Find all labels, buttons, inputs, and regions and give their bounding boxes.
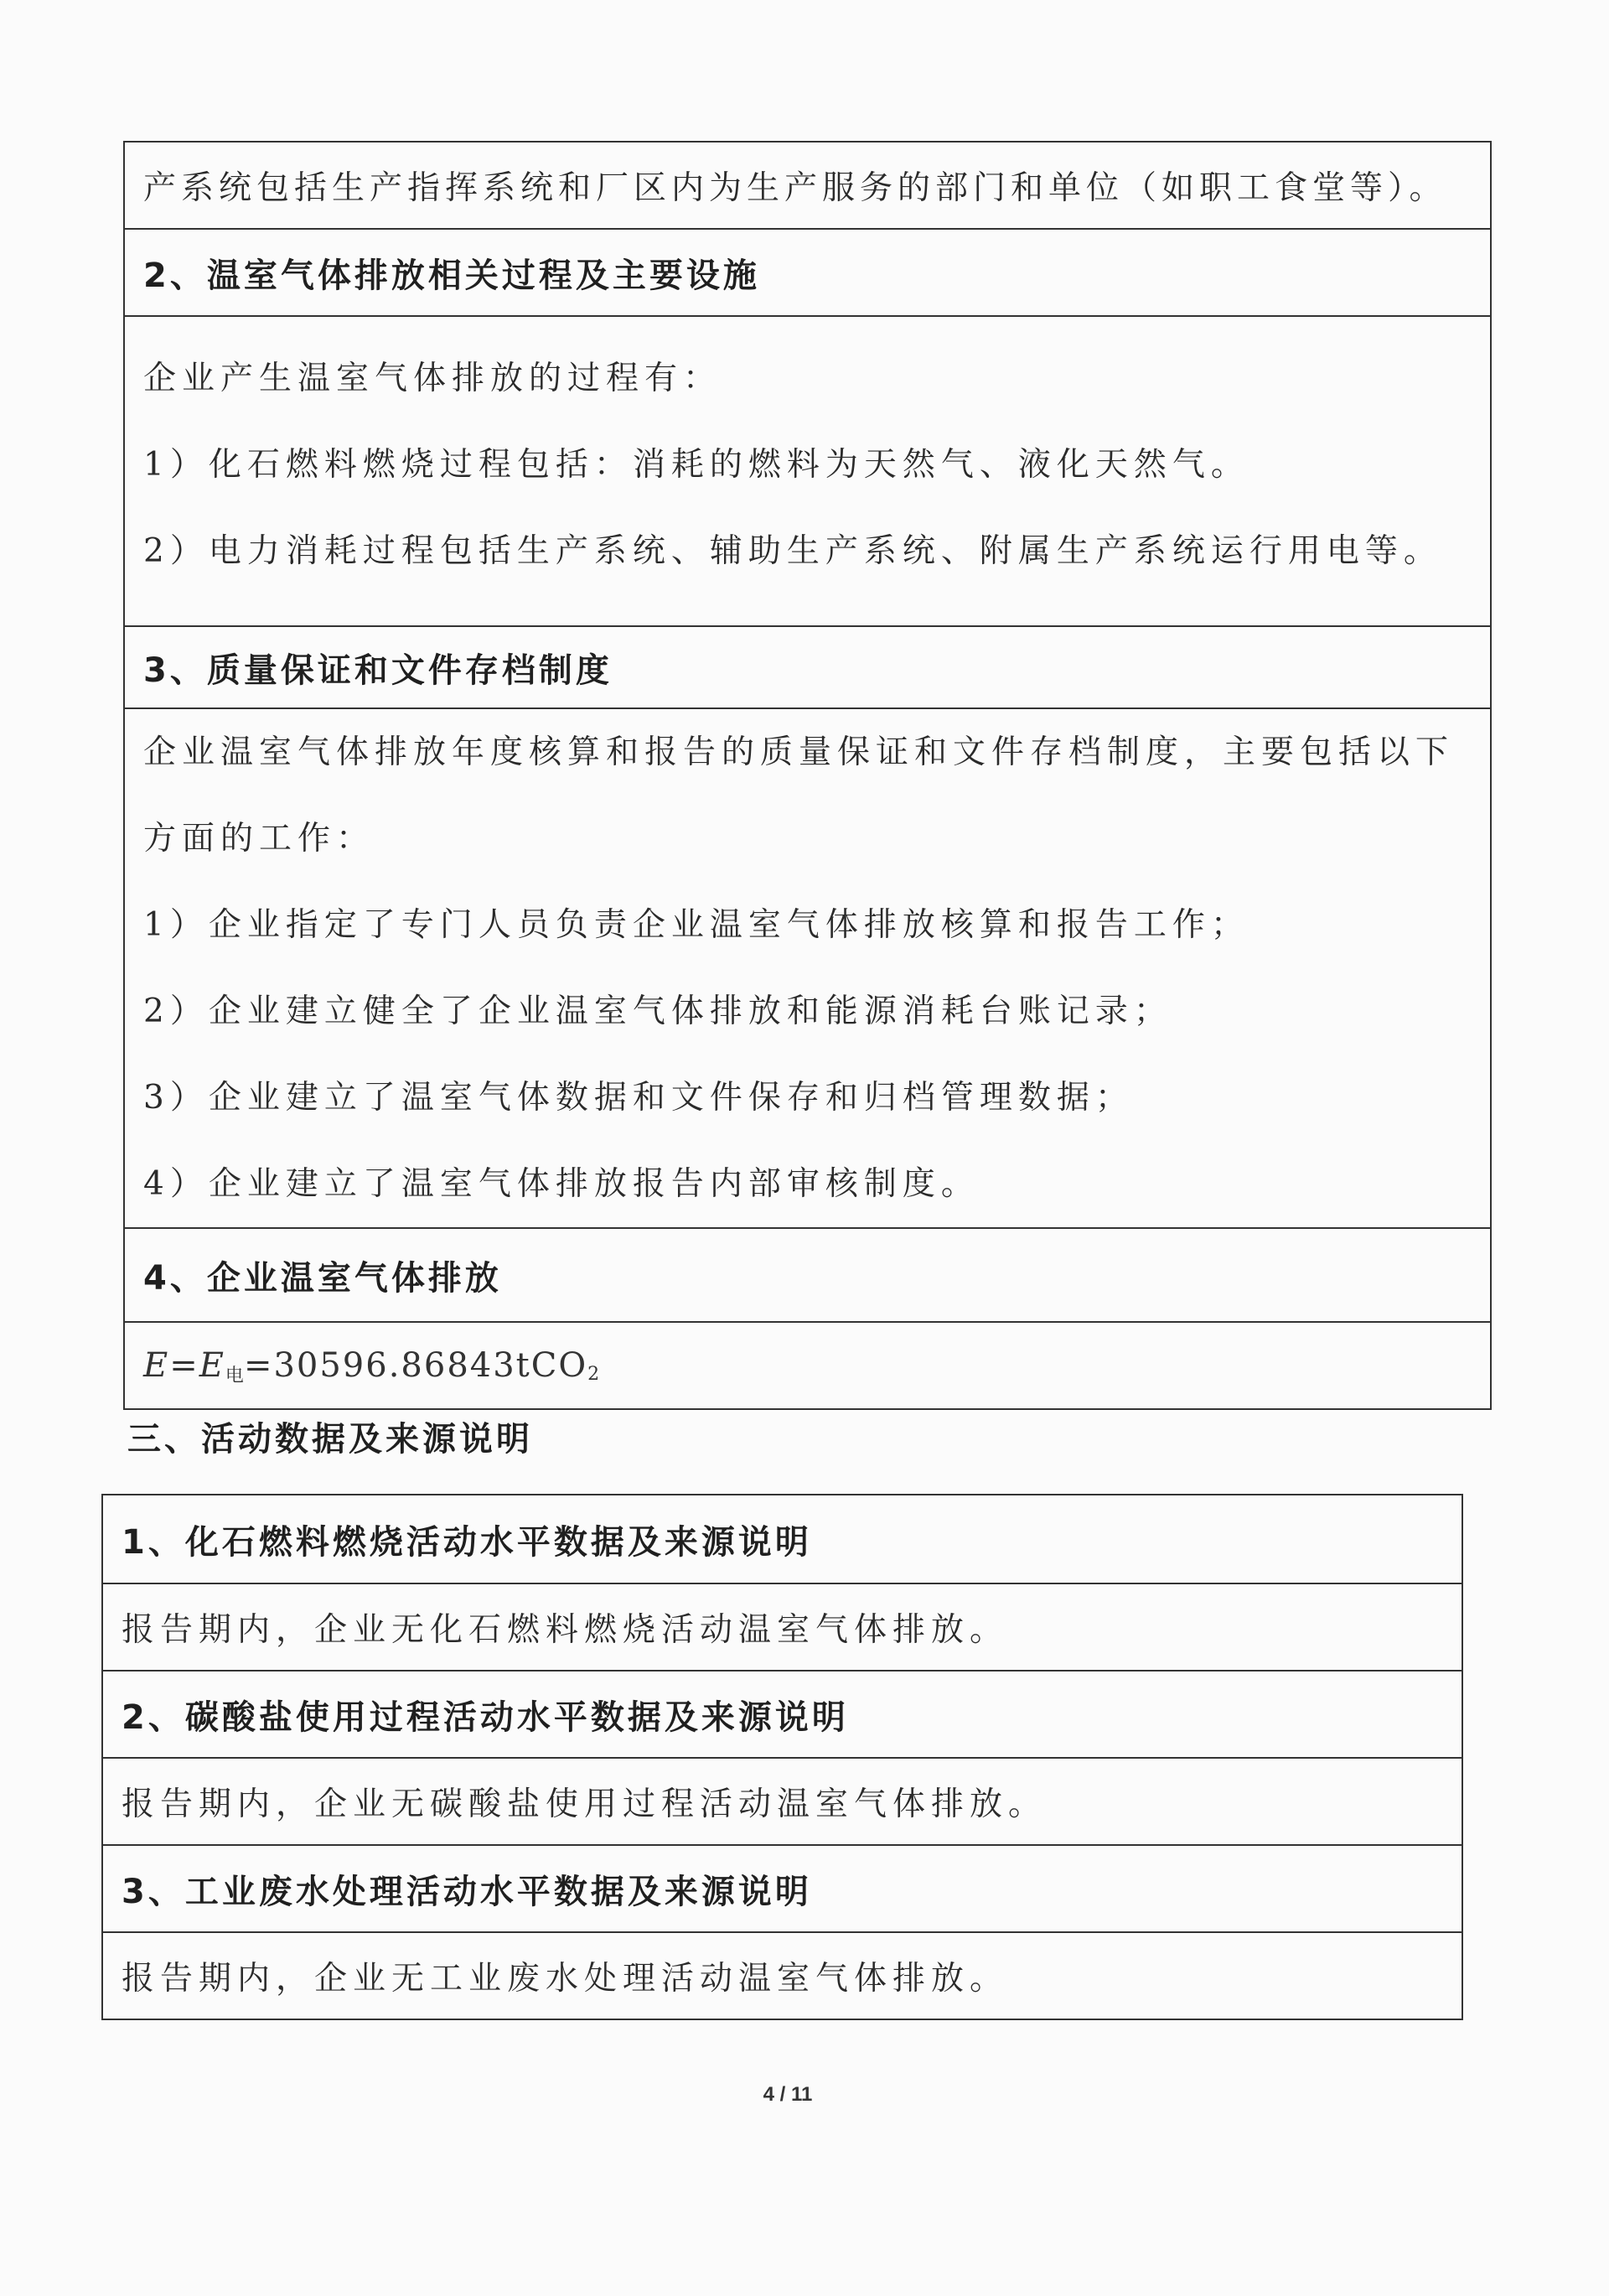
activity-2-content-text: 报告期内，企业无碳酸盐使用过程活动温室气体排放。 (122, 1785, 1048, 1823)
formula-e: E (199, 1346, 225, 1385)
activity-1-heading (103, 1495, 1462, 1583)
section-3-content (125, 707, 1490, 1227)
section-3-heading (125, 625, 1490, 707)
section-3-intro-line-2: 方面的工作： (143, 820, 375, 858)
activity-2-heading-text: 2、碳酸盐使用过程活动水平数据及来源说明 (122, 1697, 849, 1737)
formula-lhs: E (143, 1346, 170, 1385)
formula-value-subscript: 2 (587, 1363, 600, 1385)
activity-3-content (103, 1931, 1462, 2019)
activity-3-content-text: 报告期内，企业无工业废水处理活动温室气体排放。 (122, 1960, 1009, 1998)
formula-eq: = (169, 1346, 199, 1385)
section-2-content (125, 315, 1490, 625)
activity-3-heading (103, 1844, 1462, 1931)
formula-subscript: 电 (225, 1365, 244, 1386)
section-4-heading (125, 1227, 1490, 1321)
continuation-row (125, 143, 1490, 228)
emission-formula (125, 1321, 1490, 1408)
section-3-intro-line-1: 企业温室气体排放年度核算和报告的质量保证和文件存档制度，主要包括以下 (143, 733, 1455, 771)
activity-1-heading-text: 1、化石燃料燃烧活动水平数据及来源说明 (122, 1522, 812, 1562)
section-2-intro: 企业产生温室气体排放的过程有： (143, 360, 722, 397)
section-3-item-1: 1）企业指定了专门人员负责企业温室气体排放核算和报告工作； (143, 906, 1249, 944)
activity-2-heading (103, 1670, 1462, 1757)
page-number: 4 / 11 (763, 2083, 813, 2106)
section-2-item-1: 1）化石燃料燃烧过程包括：消耗的燃料为天然气、液化天然气。 (143, 446, 1249, 484)
section-4-heading-text: 4、企业温室气体排放 (143, 1258, 502, 1298)
activity-1-content (103, 1583, 1462, 1670)
formula-value: =30596.86843tCO (243, 1346, 588, 1385)
activity-2-content (103, 1757, 1462, 1844)
upper-table (123, 141, 1492, 1410)
continuation-text: 产系统包括生产指挥系统和厂区内为生产服务的部门和单位（如职工食堂等）。 (143, 169, 1447, 207)
section-3-item-3: 3）企业建立了温室气体数据和文件保存和归档管理数据； (143, 1079, 1134, 1117)
section-2-heading-text: 2、温室气体排放相关过程及主要设施 (143, 256, 760, 295)
section-2-heading (125, 228, 1490, 315)
activity-1-content-text: 报告期内，企业无化石燃料燃烧活动温室气体排放。 (122, 1611, 1009, 1649)
activity-3-heading-text: 3、工业废水处理活动水平数据及来源说明 (122, 1872, 812, 1911)
section-2-item-2: 2）电力消耗过程包括生产系统、辅助生产系统、附属生产系统运行用电等。 (143, 532, 1442, 570)
section-3-heading-text: 3、质量保证和文件存档制度 (143, 650, 613, 690)
section-title: 三、活动数据及来源说明 (127, 1420, 533, 1459)
section-3-item-2: 2）企业建立健全了企业温室气体排放和能源消耗台账记录； (143, 993, 1172, 1030)
section-3-item-4: 4）企业建立了温室气体排放报告内部审核制度。 (143, 1165, 980, 1203)
lower-table (101, 1494, 1463, 2020)
